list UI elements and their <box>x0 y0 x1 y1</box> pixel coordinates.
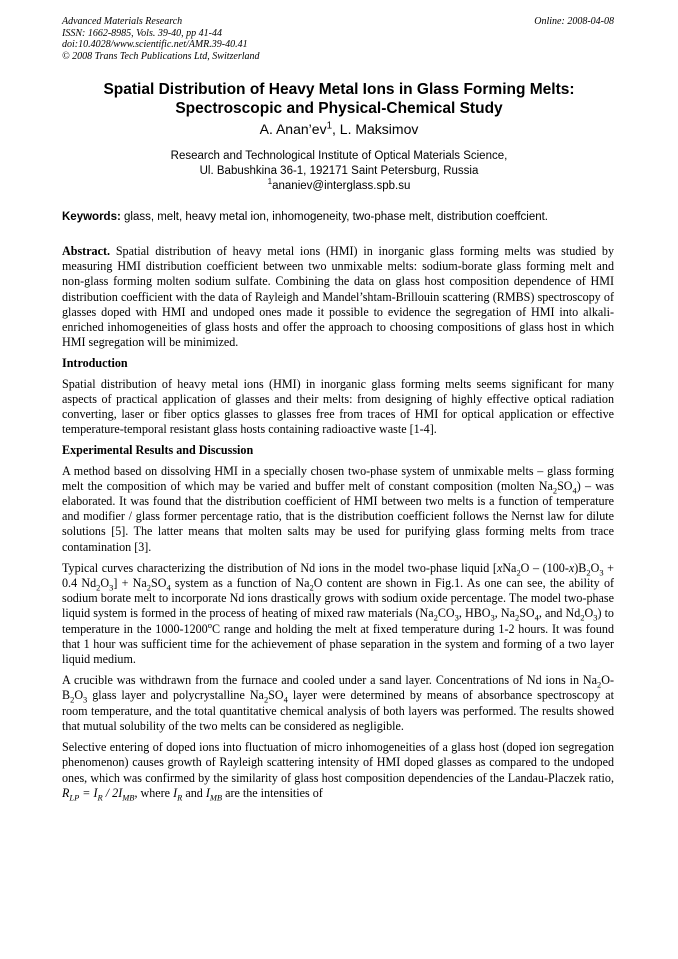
abstract-text: Spatial distribution of heavy metal ions (HMI) in inorganic glass forming melts was studied by measuring HMI distribution coefficient between two unmixable melts: sodium-borate glass forming melt and non-glass forming molten sodium sulfate. Combining the data on glass host composition dependence of HMI distribution coefficient with the data of Rayleigh and Mandel’shtam-Brillouin scattering (RMBS) spectroscopy of glasses doped with HMI and undoped ones made it possible to evidence the segregation of HMI into alkali-enriched inhomogeneities of glass hosts and offer the approach to choosing compositions of glass host in which HMI segregation will be minimized. <box>62 244 614 350</box>
journal-name: Advanced Materials Research <box>62 16 183 27</box>
author-2: L. Maksimov <box>339 121 419 137</box>
paper-body <box>62 244 614 807</box>
copyright-line: © 2008 Trans Tech Publications Ltd, Switzerland <box>62 50 260 62</box>
online-date: Online: 2008-04-08 <box>534 16 614 27</box>
affiliation-line-2: Ul. Babushkina 36-1, 192171 Saint Petersburg, Russia <box>199 165 479 177</box>
keywords <box>62 211 622 223</box>
author-list <box>40 121 638 137</box>
title-line-1: Spatial Distribution of Heavy Metal Ions in Glass Forming Melts: <box>103 81 575 98</box>
introduction-paragraph: Spatial distribution of heavy metal ions (HMI) in inorganic glass forming melts seems significant for many aspects of practical application of glasses and their melts: from designing of highly effective optical radiation converting, laser or fiber optics glasses to glasses free from traces of HMI for optical application or effective temperature-temporal resistant glass hosts containing radioactive waste [1-4]. <box>62 376 614 437</box>
doi-line: doi:10.4028/www.scientific.net/AMR.39-40.41 <box>62 39 248 50</box>
author-1-affil-mark: 1 <box>326 120 333 132</box>
results-paragraph-1: A method based on dissolving HMI in a specially chosen two-phase system of unmixable melts – glass forming melt the composition of which may be varied and buffer melt of constant composition (molten $Na_2SO_4$) – was elaborated. It was found that the distribution coefficient of HMI between two melts is a function of temperature and modifier / glass former percentage ratio, that is the distribution coefficient follows the Nernst law for dilute solutions [5]. The latter means that molten salts may be used for purifying glass forming melts from trace contamination [3]. <box>62 463 614 554</box>
title-line-2: Spectroscopic and Physical-Chemical Study <box>175 100 503 117</box>
abstract-paragraph <box>62 244 614 350</box>
keywords-text: glass, melt, heavy metal ion, inhomogeneity, two-phase melt, distribution coeffcient. <box>120 211 549 223</box>
email-address: ananiev@interglass.spb.su <box>272 180 411 192</box>
paper-title <box>40 80 638 118</box>
results-paragraph-4: Selective entering of doped ions into fluctuation of micro inhomogeneities of a glass host (doped ion segregation phenomenon) causes growth of Rayleigh scattering intensity of HMI doped glasses as compared to the undoped ones, which was confirmed by the similarity of glass host composition dependencies of the Landau-Placzek ratio, $R_{LP} = I_R / 2I_{MB}$, where $I_R$ and $I_{MB}$ are the intensities of <box>62 740 614 803</box>
abstract-label: Abstract. <box>62 244 111 258</box>
results-paragraph-3: A crucible was withdrawn from the furnace and cooled under a sand layer. Concentrations of Nd ions in $Na_2O-B_2O_3$ glass layer and polycrystalline $Na_2SO_4$ layer were determined by means of absorbance spectroscopy at room temperature, and the total quantitative chemical analysis of both layers was performed. The results showed that mutual solubility of the two melts can be considered as negligible. <box>62 673 614 733</box>
affiliation-line-1: Research and Technological Institute of Optical Materials Science, <box>170 150 508 162</box>
author-separator: , <box>332 121 340 137</box>
introduction-heading: Introduction <box>62 356 128 371</box>
results-heading: Experimental Results and Discussion <box>62 443 254 458</box>
keywords-label: Keywords: <box>62 211 121 223</box>
affiliation <box>40 149 638 194</box>
author-1: A. Anan’ev <box>259 121 327 137</box>
issn-line: ISSN: 1662-8985, Vols. 39-40, pp 41-44 <box>62 27 222 39</box>
email-affil-mark: 1 <box>267 177 273 187</box>
author-email <box>40 179 638 194</box>
results-paragraph-2: Typical curves characterizing the distribution of Nd ions in the model two-phase liquid [$xNa_2O - (100-x)B_2O_3 + 0.4$ $Nd_2O_3] + Na_2SO_4$ system as a function of $Na_2O$ content are shown in Fig.1. As one can see, the ability of sodium borate melt to incorporate Nd ions drastically grows with sodium oxide percentage. The model two-phase liquid system is formed in the process of heating of mixed raw materials ($Na_2CO_3$, $HBO_3$, $Na_2SO_4$, and $Nd_2O_3$) to temperature in the 1000-1200$^o$C range and holding the melt at fixed temperature during 1-2 hours. It was found that 1 hour was sufficient time for the achievement of phase separation in the system and forming of a two layer liquid medium. <box>62 560 615 667</box>
